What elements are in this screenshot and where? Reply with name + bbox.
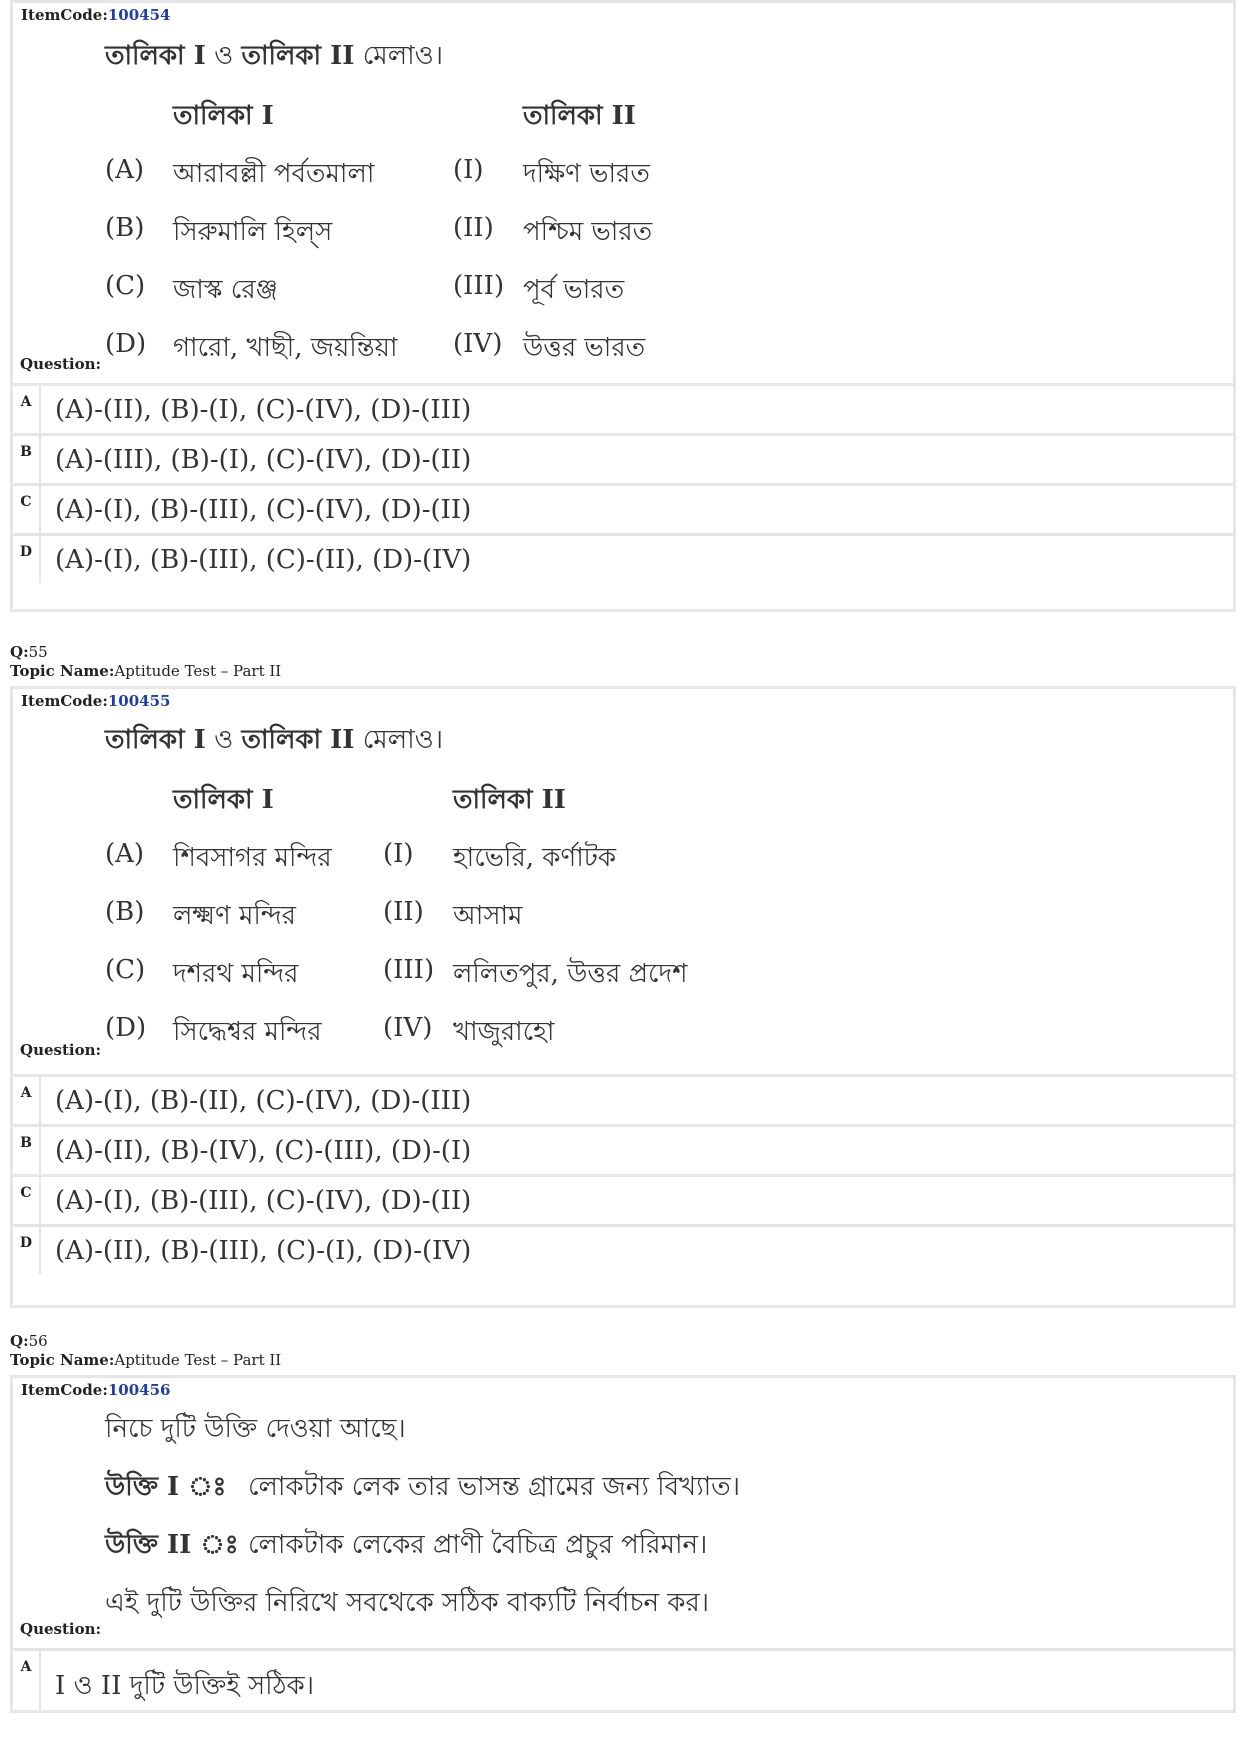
item-code-label: ItemCode: (21, 6, 108, 24)
question-label: Question: (20, 1041, 102, 1059)
statement-2-label: উক্তি II ঃ (105, 1530, 239, 1560)
option-b[interactable] (13, 433, 1233, 483)
row-right-key: (III) (453, 271, 505, 301)
option-a[interactable] (13, 1074, 1233, 1124)
row-value: গারো, খাছী, জয়ন্তিয়া (173, 333, 398, 363)
option-text: (A)-(II), (B)-(III), (C)-(I), (D)-(IV) (55, 1236, 472, 1266)
option-text: (A)-(I), (B)-(II), (C)-(IV), (D)-(III) (55, 1086, 472, 1116)
row-right-key: (II) (453, 213, 494, 243)
question-card-100454 (10, 0, 1236, 612)
question-card-100455 (10, 686, 1236, 1308)
question-body (13, 1378, 1233, 1648)
topic-name: Topic Name:Aptitude Test – Part II (10, 662, 282, 680)
question-prompt: তালিকা I ও তালিকা II মেলাও। (105, 725, 444, 755)
row-value: শিবসাগর মন্দির (173, 843, 332, 873)
row-key: (D) (105, 329, 147, 359)
option-letter: A (13, 1651, 41, 1710)
option-letter: C (13, 486, 41, 533)
question-body (13, 689, 1233, 1074)
question-label: Question: (20, 355, 102, 373)
list-2-header: তালিকা II (523, 101, 636, 131)
option-d[interactable] (13, 1224, 1233, 1274)
list-2-header: তালিকা II (453, 785, 566, 815)
row-right-key: (II) (383, 897, 424, 927)
list-1-header: তালিকা I (173, 101, 274, 131)
statement-1-label: উক্তি I ঃ (105, 1472, 227, 1502)
item-code-value: 100454 (107, 6, 171, 24)
option-d[interactable] (13, 533, 1233, 583)
topic-name: Topic Name:Aptitude Test – Part II (10, 1351, 282, 1369)
question-number: Q:55 (10, 643, 48, 661)
option-c[interactable] (13, 1174, 1233, 1224)
row-value: আরাবল্লী পর্বতমালা (173, 159, 375, 189)
statement-instruction: এই দুটি উক্তির নিরিখে সবথেকে সঠিক বাক্যটি নির্বাচন কর। (105, 1588, 710, 1618)
row-key: (B) (105, 213, 145, 243)
option-a[interactable] (13, 383, 1233, 433)
row-right-value: ললিতপুর, উত্তর প্রদেশ (453, 959, 688, 989)
row-value: জাস্ক রেঞ্জ (173, 275, 278, 305)
row-right-key: (IV) (453, 329, 503, 359)
statement-2-text: লোকটাক লেকের প্রাণী বৈচিত্র প্রচুর পরিমান। (248, 1530, 708, 1560)
row-right-key: (I) (383, 839, 414, 869)
question-label: Question: (20, 1620, 102, 1638)
row-right-key: (I) (453, 155, 484, 185)
row-key: (B) (105, 897, 145, 927)
row-key: (A) (105, 155, 145, 185)
row-value: সিদ্ধেশ্বর মন্দির (173, 1017, 322, 1047)
option-text: (A)-(II), (B)-(IV), (C)-(III), (D)-(I) (55, 1136, 472, 1166)
row-right-value: হাভেরি, কর্ণাটক (453, 843, 617, 873)
option-b[interactable] (13, 1124, 1233, 1174)
question-number: Q:56 (10, 1332, 48, 1350)
option-text: I ও II দুটি উক্তিই সঠিক। (55, 1671, 315, 1701)
row-right-value: আসাম (453, 901, 523, 931)
question-body (13, 3, 1233, 383)
row-value: লক্ষ্মণ মন্দির (173, 901, 296, 931)
row-key: (D) (105, 1013, 147, 1043)
row-right-value: খাজুরাহো (453, 1017, 555, 1047)
row-right-key: (III) (383, 955, 435, 985)
option-text: (A)-(I), (B)-(III), (C)-(IV), (D)-(II) (55, 495, 472, 525)
row-right-value: পূর্ব ভারত (523, 275, 625, 305)
option-letter: B (13, 436, 41, 483)
question-prompt: তালিকা I ও তালিকা II মেলাও। (105, 41, 444, 71)
row-right-key: (IV) (383, 1013, 433, 1043)
option-letter: A (13, 386, 41, 433)
row-value: দশরথ মন্দির (173, 959, 299, 989)
option-text: (A)-(I), (B)-(III), (C)-(IV), (D)-(II) (55, 1186, 472, 1216)
option-a[interactable] (13, 1648, 1233, 1710)
row-value: সিরুমালি হিল্‌স (173, 217, 333, 247)
statement-1 (105, 1466, 226, 1510)
option-text: (A)-(III), (B)-(I), (C)-(IV), (D)-(II) (55, 445, 472, 475)
option-letter: A (13, 1077, 41, 1124)
statement-1-text: লোকটাক লেক তার ভাসন্ত গ্রামের জন্য বিখ্যাত। (248, 1472, 740, 1502)
row-right-value: পশ্চিম ভারত (523, 217, 653, 247)
statement-intro: নিচে দুটি উক্তি দেওয়া আছে। (105, 1414, 406, 1444)
option-letter: B (13, 1127, 41, 1174)
item-code: ItemCode:100455 (21, 692, 171, 710)
row-key: (C) (105, 955, 146, 985)
statement-2 (105, 1524, 239, 1568)
list-1-header: তালিকা I (173, 785, 274, 815)
option-letter: D (13, 536, 41, 583)
row-right-value: উত্তর ভারত (523, 333, 646, 363)
option-letter: D (13, 1227, 41, 1274)
option-letter: C (13, 1177, 41, 1224)
option-text: (A)-(II), (B)-(I), (C)-(IV), (D)-(III) (55, 395, 472, 425)
item-code (21, 6, 171, 24)
question-card-100456 (10, 1375, 1236, 1713)
row-right-value: দক্ষিণ ভারত (523, 159, 650, 189)
row-key: (C) (105, 271, 146, 301)
option-text: (A)-(I), (B)-(III), (C)-(II), (D)-(IV) (55, 545, 472, 575)
item-code: ItemCode:100456 (21, 1381, 171, 1399)
option-c[interactable] (13, 483, 1233, 533)
row-key: (A) (105, 839, 145, 869)
